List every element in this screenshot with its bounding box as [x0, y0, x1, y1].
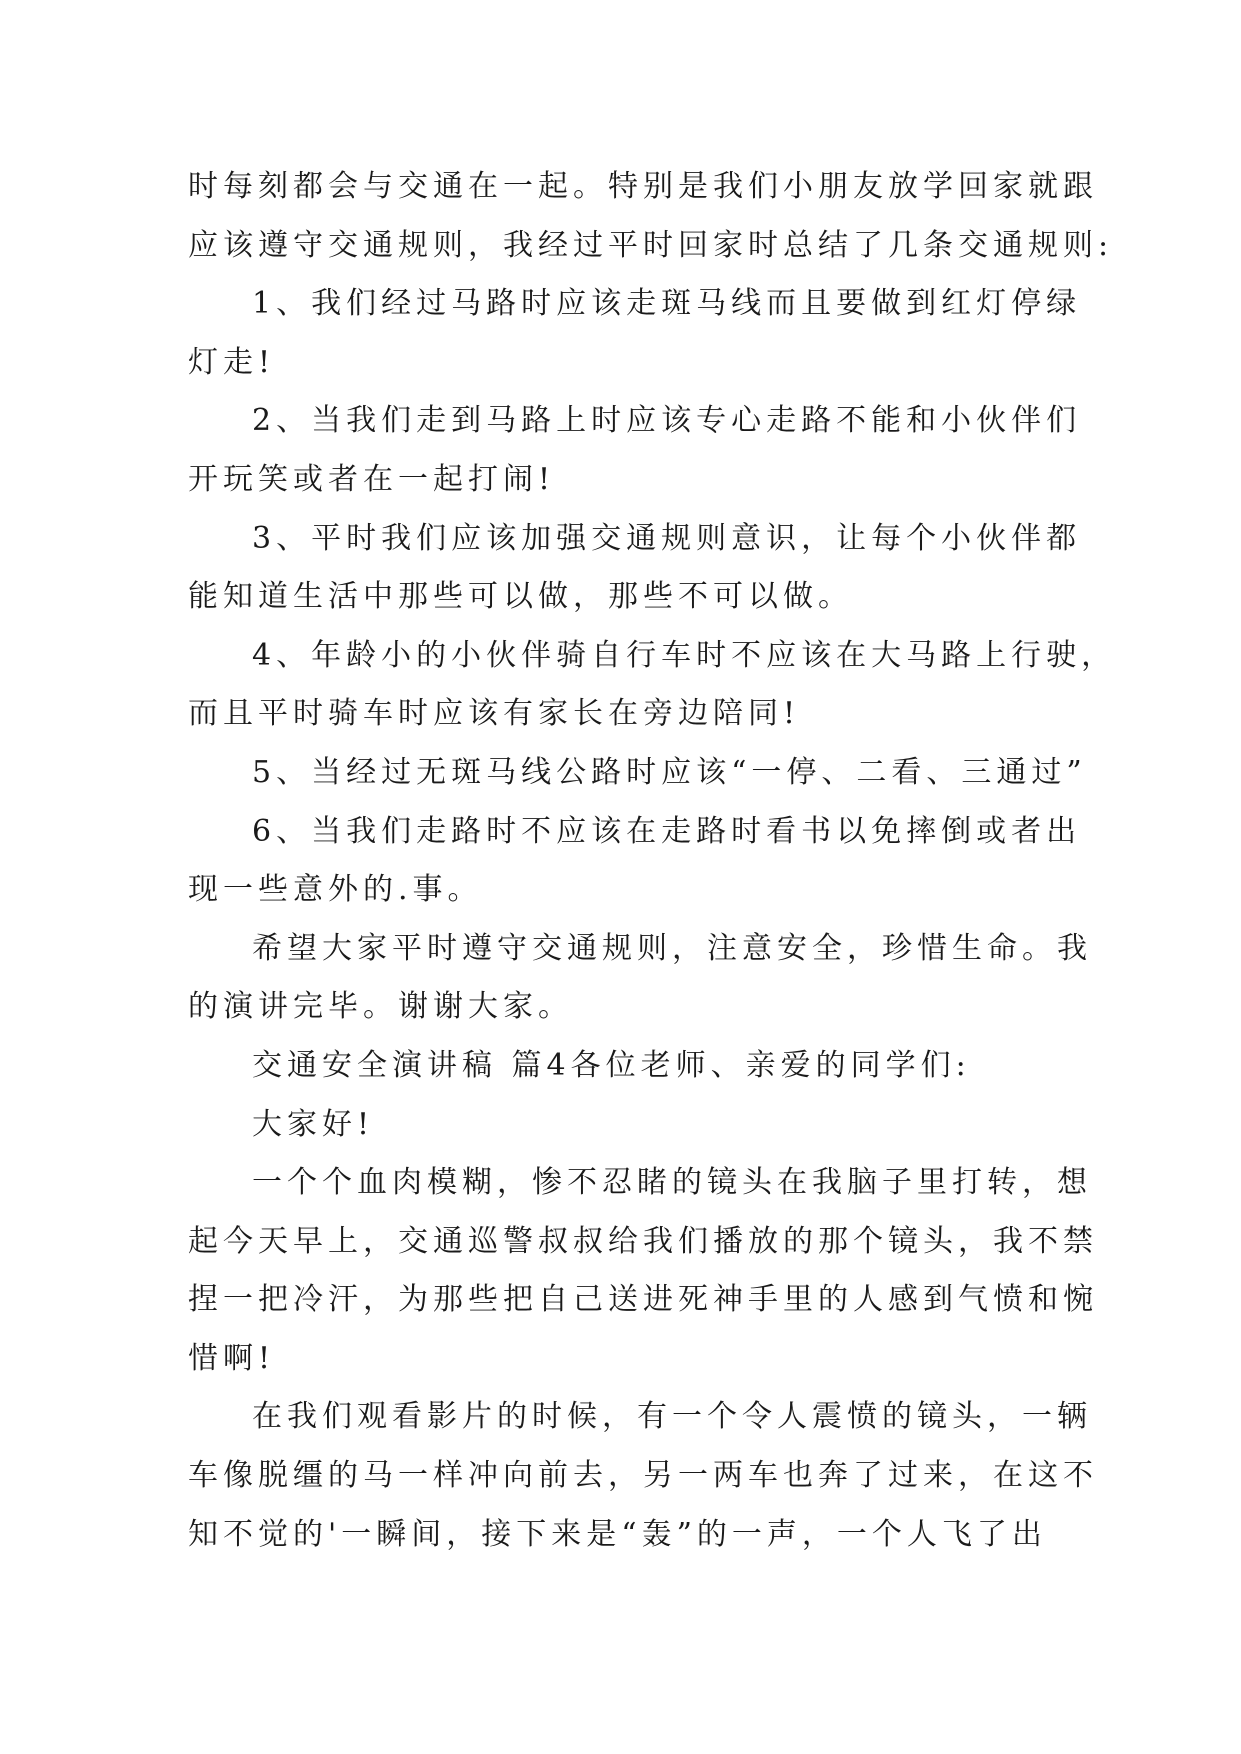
- text-line: 捏一把冷汗，为那些把自己送进死神手里的人感到气愤和惋: [188, 1282, 1098, 1318]
- text-line: 而且平时骑车时应该有家长在旁边陪同!: [188, 696, 801, 732]
- text-line: 1、我们经过马路时应该走斑马线而且要做到红灯停绿: [252, 286, 1082, 322]
- text-line: 3、平时我们应该加强交通规则意识，让每个小伙伴都: [252, 520, 1082, 556]
- text-line: 的演讲完毕。谢谢大家。: [188, 989, 573, 1025]
- text-line: 车像脱缰的马一样冲向前去，另一两车也奔了过来，在这不: [188, 1458, 1098, 1494]
- text-line: 时每刻都会与交通在一起。特别是我们小朋友放学回家就跟: [188, 169, 1098, 204]
- text-line: 能知道生活中那些可以做，那些不可以做。: [188, 579, 853, 615]
- text-line: 应该遵守交通规则，我经过平时回家时总结了几条交通规则:: [188, 227, 1114, 263]
- text-line: 现一些意外的.事。: [188, 872, 483, 908]
- document-body: [188, 158, 1117, 1564]
- text-line: 2、当我们走到马路上时应该专心走路不能和小伙伴们: [252, 403, 1082, 439]
- text-line: 4、年龄小的小伙伴骑自行车时不应该在大马路上行驶，: [252, 637, 1117, 673]
- text-line: 惜啊!: [188, 1340, 276, 1376]
- text-line: 6、当我们走路时不应该在走路时看书以免摔倒或者出: [252, 813, 1082, 849]
- text-line: 在我们观看影片的时候，有一个令人震愤的镜头，一辆: [252, 1399, 1092, 1435]
- text-line: 交通安全演讲稿 篇4各位老师、亲爱的同学们:: [252, 1047, 971, 1083]
- text-line: 灯走!: [188, 344, 276, 380]
- text-line: 知不觉的'一瞬间，接下来是“轰”的一声，一个人飞了出: [188, 1516, 1047, 1552]
- text-line: 希望大家平时遵守交通规则，注意安全，珍惜生命。我: [252, 930, 1092, 966]
- text-line: 开玩笑或者在一起打闹!: [188, 461, 556, 497]
- text-line: 5、当经过无斑马线公路时应该“一停、二看、三通过”: [252, 754, 1087, 790]
- text-line: 起今天早上，交通巡警叔叔给我们播放的那个镜头，我不禁: [188, 1223, 1098, 1259]
- text-line: 一个个血肉模糊，惨不忍睹的镜头在我脑子里打转，想: [252, 1165, 1092, 1201]
- text-line: 大家好!: [252, 1106, 375, 1142]
